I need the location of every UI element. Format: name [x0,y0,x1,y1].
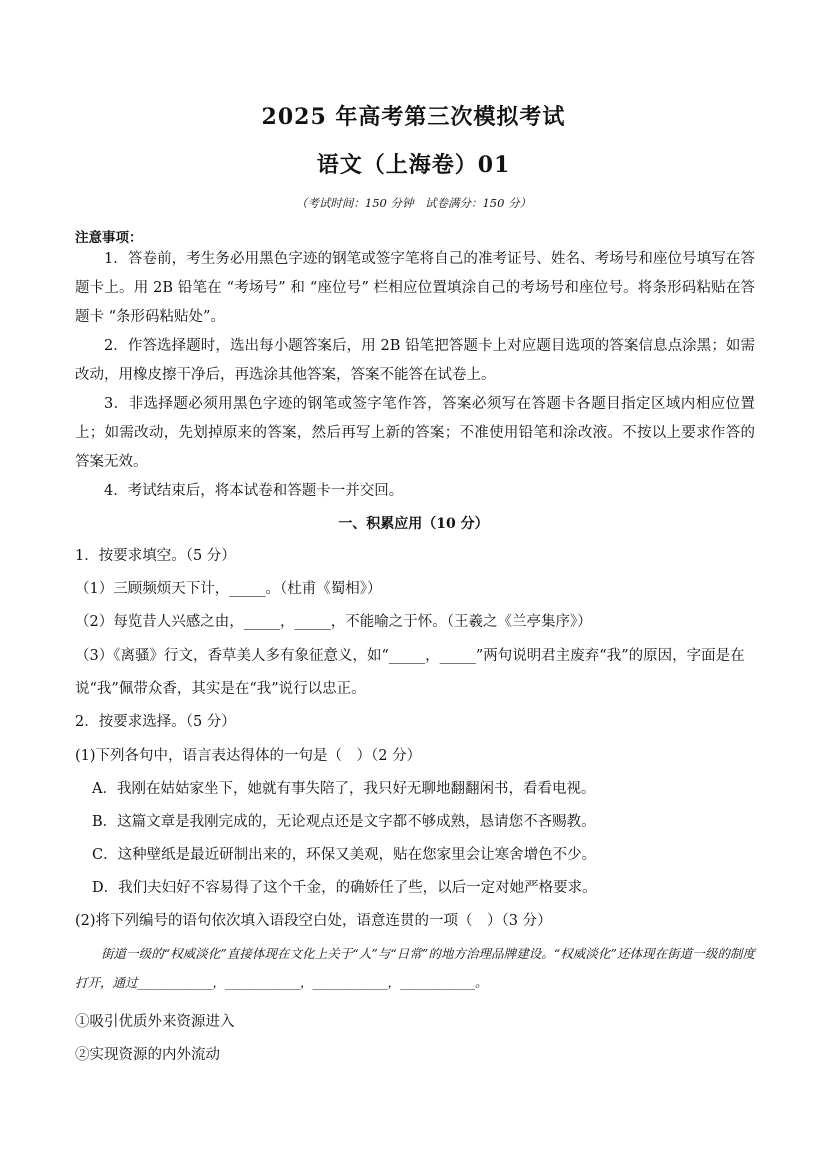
question-2-stem: 2．按要求选择。（5 分） [75,714,236,730]
question-1-sub-3-line-2: 说“我”佩带众香，其实是在“我”说行以忠正。 [75,681,366,697]
question-1-stem: 1．按要求填空。（5 分） [75,548,236,564]
option-a: A．我刚在姑姑家坐下，她就有事失陪了，我只好无聊地翻翻闲书，看看电视。 [92,781,596,797]
question-1-sub-3-line-1: （3）《离骚》行文，香草美人多有象征意义，如“_____，_____”两句说明君主废弃“我”的原因，字面是在 [75,648,745,664]
option-c: C．这种壁纸是最近研制出来的，环保又美观，贴在您家里会让寒舍增色不少。 [92,847,597,863]
exam-title: 2025 年高考第三次模拟考试 [261,104,566,130]
notice-item-4: 4．考试结束后，将本试卷和答题卡一并交回。 [104,483,404,499]
notice-heading: 注意事项： [75,230,143,246]
question-1-sub-2: （2）每览昔人兴感之由，_____，_____，不能喻之于怀。（王羲之《兰亭集序》） [75,614,592,630]
notice-item-1: 1．答卷前，考生务必用黑色字迹的钢笔或签字笔将自己的准考证号、姓名、考场号和座位号填写在答题卡上。用 2B 铅笔在 “考场号” 和 “座位号” 栏相应位置填涂自己的考场号和座位号。将条形码粘贴在答题卡 “条形码粘贴处”。 [75,251,755,325]
option-d: D．我们夫妇好不容易得了这个千金，的确娇任了些，以后一定对她严格要求。 [92,880,597,896]
question-1-sub-1: （1）三顾频烦天下计，_____。（杜甫《蜀相》） [75,581,382,597]
notice-item-3: 3．非选择题必须用黑色字迹的钢笔或签字笔作答，答案必须写在答题卡各题目指定区域内相应位置上；如需改动，先划掉原来的答案，然后再写上新的答案；不准使用铅笔和涂改液。不按以上要求作答的答案无效。 [75,396,755,470]
question-2-part-1-stem: (1)下列各句中，语言表达得体的一句是（ ）（2 分） [75,748,422,764]
option-b: B．这篇文章是我刚完成的，无论观点还是文字都不够成熟，恳请您不吝赐教。 [92,814,596,830]
statement-item-2: ②实现资源的内外流动 [75,1047,220,1063]
exam-subtitle: 语文（上海卷）01 [316,152,511,178]
reading-passage: 街道一级的“权威淡化”直接体现在文化上关于“人”与“日常”的地方治理品牌建设。“权威淡化”还体现在街道一级的制度打开，通过____________，____________，____________，____________。 [75,946,755,990]
section-heading: 一、积累应用（10 分） [338,516,489,532]
question-2-part-2-stem: (2)将下列编号的语句依次填入语段空白处，语意连贯的一项（ ）（3 分） [75,913,552,929]
notice-item-2: 2．作答选择题时，选出每小题答案后，用 2B 铅笔把答题卡上对应题目选项的答案信息点涂黑；如需改动，用橡皮擦干净后，再选涂其他答案，答案不能答在试卷上。 [75,338,755,383]
statement-item-1: ①吸引优质外来资源进入 [75,1014,235,1030]
exam-info: （考试时间：150 分钟 试卷满分：150 分） [295,196,532,210]
